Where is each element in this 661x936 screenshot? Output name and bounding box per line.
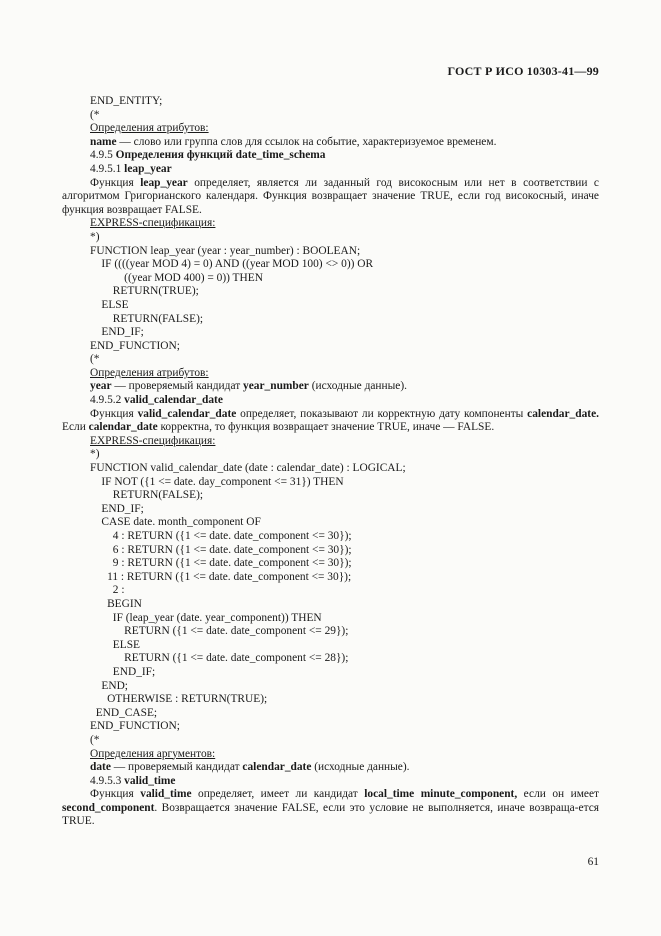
section-heading: 4.9.5.2 valid_calendar_date [90,394,223,407]
argument-definition: date — проверяемый кандидат calendar_date (исходные данные). [90,761,410,774]
function-name: leap_year [140,176,188,189]
code-line: END_FUNCTION; [90,720,180,733]
section-number: 4.9.5.1 [90,162,125,175]
code-line: (* [90,108,100,121]
code-line: 9 : RETURN ({1 <= date. date_component <= 30}); [90,557,352,570]
section-heading [62,149,599,163]
arguments-heading: Определения аргументов: [90,747,216,760]
code-line: IF NOT ({1 <= date. day_component <= 31}) THEN [90,475,344,488]
code-line: *) [90,448,100,461]
code-line: END_FUNCTION; [90,339,180,352]
code-line: END_IF; [90,665,156,678]
section-heading: 4.9.5.3 valid_time [90,774,176,787]
code-line: END; [90,679,128,692]
code-line: 6 : RETURN ({1 <= date. date_component <= 30}); [90,543,352,556]
code-line: END_IF; [90,502,144,515]
code-line: ELSE [90,298,129,311]
code-line: (* [90,733,100,746]
code-line: ((year MOD 400) = 0)) THEN [90,271,263,284]
code-line: IF ((((year MOD 4) = 0) AND ((year MOD 100) <> 0)) OR [90,258,374,271]
section-number: 4.9.5 [90,149,116,162]
attributes-heading: Определения атрибутов: [90,122,209,135]
code-line: CASE date. month_component OF [90,516,261,529]
section-title: leap_year [124,162,172,175]
code-line: IF (leap_year (date. year_component)) THEN [90,611,322,624]
code-line: END_CASE; [90,706,158,719]
code-line: RETURN(FALSE); [90,312,204,325]
attributes-heading: Определения атрибутов: [90,366,209,379]
code-line: (* [90,353,100,366]
code-line: *) [90,230,100,243]
code-line: 2 : [90,584,125,597]
page-header: ГОСТ Р ИСО 10303-41—99 [447,64,599,78]
attribute-definition [62,136,599,150]
page-number: 61 [587,856,599,868]
code-line: RETURN(TRUE); [90,285,199,298]
code-line: 11 : RETURN ({1 <= date. date_component <= 30}); [90,570,352,583]
paragraph-leap-year: Функция leap_year определяет, является ли заданный год високосным или нет в соответствии с алгоритмом Григорианского календаря. Функция возвращает значение TRUE, если год високосный, иначе функция возвращает FALSE. [62,176,599,216]
attribute-text: — слово или группа слов для ссылок на событие, характеризуемое временем. [116,135,497,148]
section-heading [62,163,599,177]
code-line: RETURN(FALSE); [90,489,204,502]
section-title: Определения функций date_time_schema [115,149,326,162]
code-line: END_ENTITY; [90,95,163,107]
code-line: 4 : RETURN ({1 <= date. date_component <= 30}); [90,530,352,542]
code-line: FUNCTION valid_calendar_date (date : calendar_date) : LOGICAL; [90,462,406,475]
code-line: END_IF; [90,326,144,339]
code-line: RETURN ({1 <= date. date_component <= 28}); [90,652,349,665]
attribute-definition: year — проверяемый кандидат year_number (исходные данные). [90,380,407,393]
express-spec-label: EXPRESS-спецификация: [90,217,216,230]
code-line: ELSE [90,638,140,651]
attribute-term: name [90,135,117,148]
paragraph-valid-time: Функция valid_time определяет, имеет ли кандидат local_time minute_component, если он имеет second_component. Возвращается значение FALSE, если это условие не выполняется, иначе возвраща-ется TRUE. [62,788,600,828]
code-line: BEGIN [90,597,142,610]
code-line: OTHERWISE : RETURN(TRUE); [90,693,268,706]
page-content [62,95,599,829]
paragraph-valid-calendar-date: Функция valid_calendar_date определяет, показывают ли корректную дату компоненты calendar_date. Если calendar_date корректна, то функция возвращает значение TRUE, иначе — FALSE. [62,407,599,434]
code-line: FUNCTION leap_year (year : year_number) : BOOLEAN; [90,244,361,257]
express-spec-label: EXPRESS-спецификация: [90,434,216,447]
code-line: RETURN ({1 <= date. date_component <= 29}); [90,625,349,638]
